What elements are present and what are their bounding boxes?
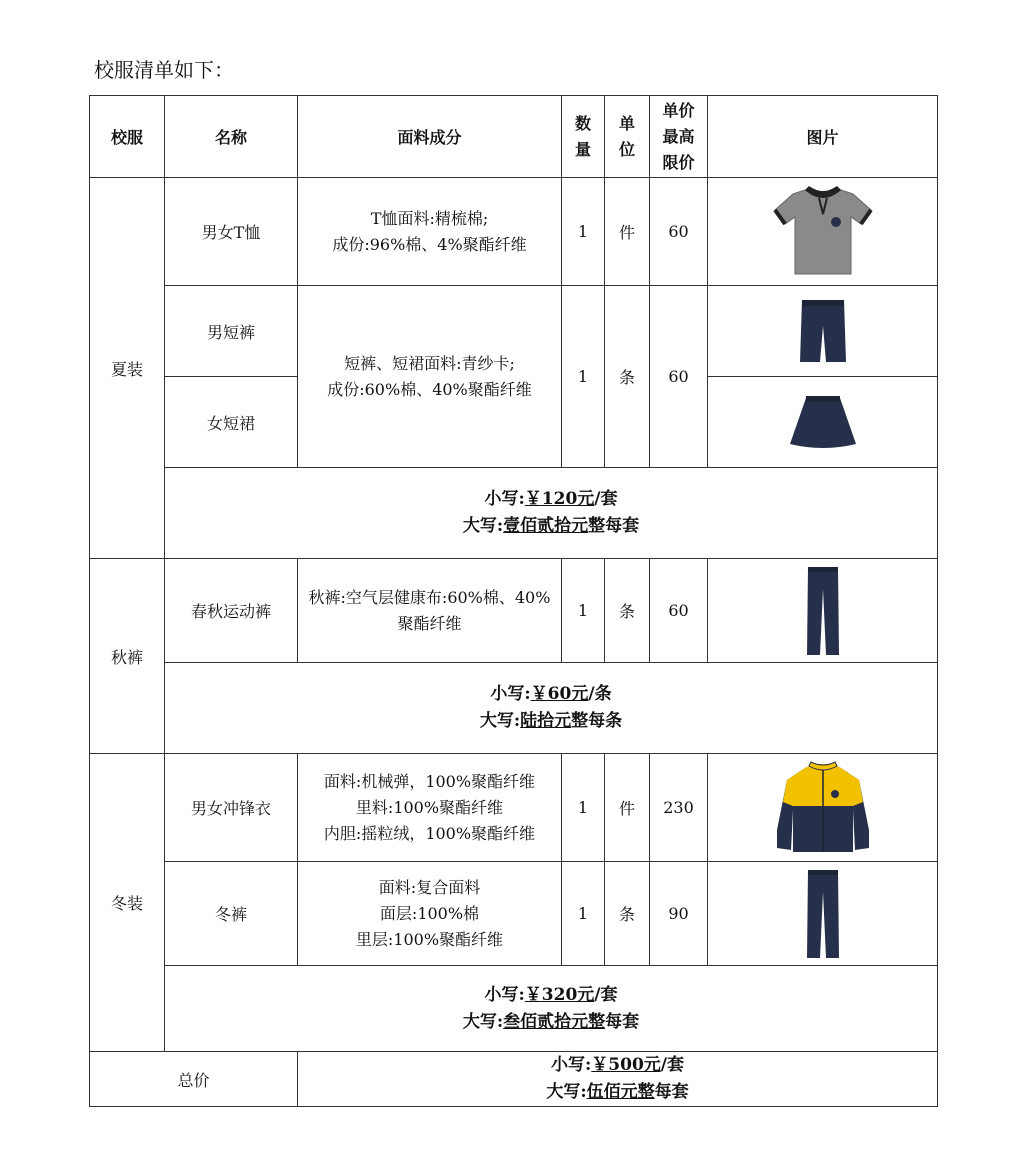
item-unit: 条: [605, 862, 650, 966]
item-qty: 1: [562, 178, 605, 286]
skirt-image: [788, 394, 858, 450]
summer-total-small: [165, 486, 937, 513]
total-small-suffix: /条: [588, 684, 612, 704]
table-row: [90, 286, 938, 377]
item-qty: 1: [562, 754, 605, 862]
total-small-label: 小写:: [490, 684, 531, 704]
total-big-suffix: 每套: [605, 1011, 640, 1032]
table-row: [90, 559, 938, 663]
fabric-line: 里料:100%聚酯纤维: [355, 797, 504, 817]
item-unit: 条: [605, 559, 650, 663]
item-image-cell: [708, 754, 938, 862]
item-fabric: [298, 286, 562, 468]
autumn-total-row: [90, 663, 938, 754]
item-qty: 1: [562, 862, 605, 966]
item-price: 60: [650, 559, 708, 663]
total-big-label: 大写:: [462, 1011, 504, 1032]
total-small-suffix: /套: [594, 489, 618, 509]
summer-total-big: [165, 513, 937, 540]
total-big-value: 叁佰贰拾元整: [503, 1011, 606, 1032]
total-small-value: ￥500元: [591, 1055, 661, 1075]
item-fabric: [298, 559, 562, 663]
header-price: [650, 96, 708, 178]
trousers-image: [805, 565, 841, 657]
item-qty: 1: [562, 559, 605, 663]
total-small-value: ￥320元: [524, 984, 595, 1005]
grand-total-small: [298, 1052, 937, 1079]
fabric-line: 秋裤:空气层健康布:60%棉、40%: [308, 587, 551, 607]
item-image-cell: [708, 178, 938, 286]
header-unit: [605, 96, 650, 178]
item-qty: 1: [562, 286, 605, 468]
grand-total-row: [90, 1052, 938, 1107]
total-small-value: ￥120元: [524, 489, 595, 509]
item-name: 男女T恤: [165, 178, 298, 286]
item-fabric: [298, 754, 562, 862]
total-small-suffix: /套: [660, 1055, 684, 1075]
item-fabric: [298, 178, 562, 286]
header-name: 名称: [165, 96, 298, 178]
fabric-line: 面料:机械弹，100%聚酯纤维: [323, 771, 536, 791]
item-unit: 件: [605, 754, 650, 862]
item-name: 男女冲锋衣: [165, 754, 298, 862]
intro-text: 校服清单如下：: [94, 58, 234, 82]
item-price: 90: [650, 862, 708, 966]
category-winter: 冬装: [90, 754, 165, 1052]
item-image-cell: [708, 377, 938, 468]
item-fabric: [298, 862, 562, 966]
total-small-label: 小写:: [484, 984, 525, 1005]
summer-total: [165, 468, 938, 559]
header-qty-text: 数量: [574, 113, 591, 159]
header-row: [90, 96, 938, 178]
autumn-total: [165, 663, 938, 754]
winter-total-small: [165, 982, 937, 1009]
header-price-text: 单价最高限价: [662, 100, 695, 172]
table-row: [90, 754, 938, 862]
total-big-suffix: 整每条: [571, 711, 623, 731]
item-price: 230: [650, 754, 708, 862]
item-price: 60: [650, 286, 708, 468]
shorts-image: [798, 298, 848, 364]
item-name: 冬裤: [165, 862, 298, 966]
total-big-suffix: 每套: [654, 1082, 689, 1102]
total-big-value: 陆拾元: [520, 711, 572, 731]
grand-total-label: 总价: [90, 1052, 298, 1107]
header-unit-text: 单位: [618, 113, 635, 159]
header-image: 图片: [708, 96, 938, 178]
table-row: [90, 862, 938, 966]
fabric-line: T恤面料:精梳棉;: [370, 208, 489, 228]
fabric-line: 面料:复合面料: [378, 877, 481, 897]
item-price: 60: [650, 178, 708, 286]
total-big-suffix: 整每套: [588, 516, 640, 536]
fabric-line: 成份:96%棉、4%聚酯纤维: [332, 234, 527, 254]
uniform-table: [89, 95, 938, 1107]
tshirt-image: [773, 184, 873, 279]
item-image-cell: [708, 559, 938, 663]
item-unit: 件: [605, 178, 650, 286]
item-image-cell: [708, 286, 938, 377]
header-fabric: 面料成分: [298, 96, 562, 178]
jacket-image: [775, 760, 871, 856]
fabric-line: 成份:60%棉、40%聚酯纤维: [327, 379, 532, 399]
autumn-total-small: [165, 681, 937, 708]
summer-total-row: [90, 468, 938, 559]
fabric-line: 聚酯纤维: [397, 613, 462, 633]
fabric-line: 里层:100%聚酯纤维: [355, 929, 504, 949]
total-big-label: 大写:: [462, 516, 504, 536]
header-category: 校服: [90, 96, 165, 178]
item-name: 男短裤: [165, 286, 298, 377]
table-row: [90, 178, 938, 286]
grand-total: [298, 1052, 938, 1107]
fabric-line: 短裤、短裙面料:青纱卡;: [344, 353, 515, 373]
winter-total-big: [165, 1009, 937, 1036]
item-name: 春秋运动裤: [165, 559, 298, 663]
total-big-value: 壹佰贰拾元: [503, 516, 589, 536]
header-qty: [562, 96, 605, 178]
total-small-value: ￥60元: [530, 684, 589, 704]
item-image-cell: [708, 862, 938, 966]
fabric-line: 面层:100%棉: [379, 903, 480, 923]
autumn-total-big: [165, 708, 937, 735]
category-summer: 夏装: [90, 178, 165, 559]
grand-total-big: [298, 1079, 937, 1106]
category-autumn: 秋裤: [90, 559, 165, 754]
total-small-label: 小写:: [551, 1055, 592, 1075]
total-big-value: 伍佰元整: [586, 1082, 655, 1102]
winter-total-row: [90, 966, 938, 1052]
winter-total: [165, 966, 938, 1052]
total-small-label: 小写:: [484, 489, 525, 509]
total-big-label: 大写:: [479, 711, 521, 731]
item-unit: 条: [605, 286, 650, 468]
item-name: 女短裙: [165, 377, 298, 468]
total-small-suffix: /套: [594, 984, 618, 1005]
winter-trousers-image: [805, 868, 841, 960]
total-big-label: 大写:: [546, 1082, 587, 1102]
fabric-line: 内胆:摇粒绒，100%聚酯纤维: [323, 823, 536, 843]
